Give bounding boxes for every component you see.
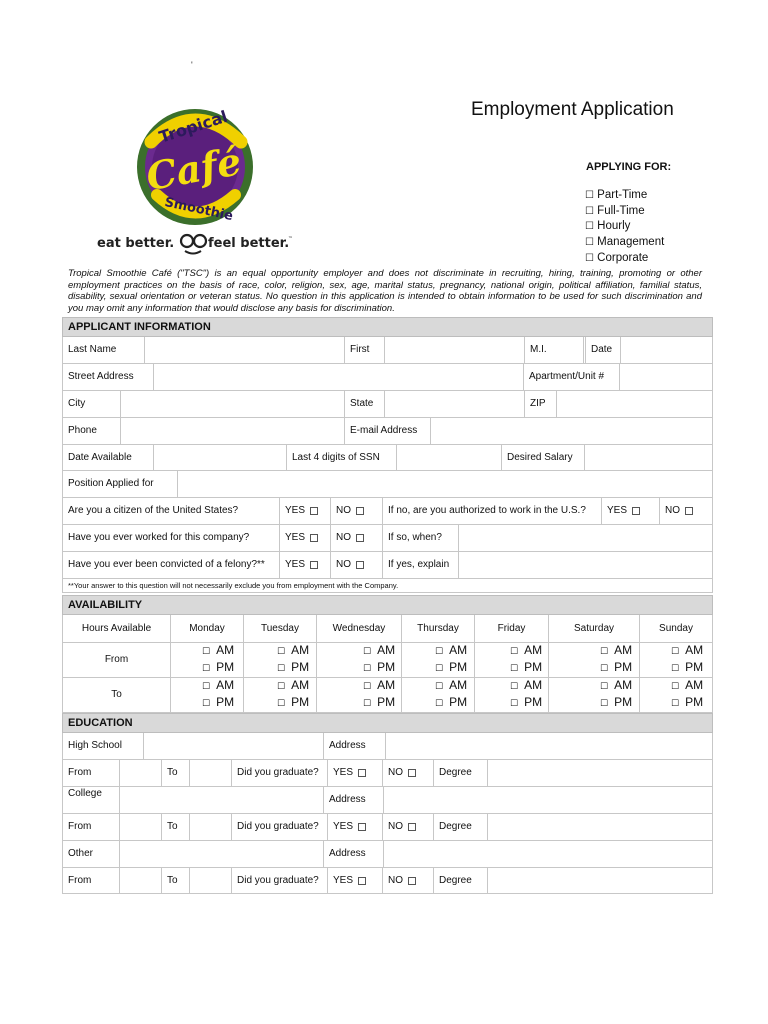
authorized-yes[interactable]: YES xyxy=(601,498,659,524)
checkbox-icon[interactable] xyxy=(358,877,366,885)
row-from-hours xyxy=(62,643,713,678)
checkbox-icon[interactable] xyxy=(310,507,318,515)
citizen-no[interactable]: NO xyxy=(330,498,382,524)
hs-from-label: From xyxy=(68,767,92,778)
other-graduate-question: Did you graduate? xyxy=(231,868,327,893)
email-field[interactable] xyxy=(430,418,712,444)
row-phone xyxy=(62,418,713,445)
smiley-glasses-icon xyxy=(181,235,206,254)
last-name-label: Last Name xyxy=(68,344,117,355)
hs-degree-label: Degree xyxy=(433,760,487,786)
applicant-info-heading: APPLICANT INFORMATION xyxy=(62,317,713,337)
city-field[interactable] xyxy=(120,391,344,417)
row-college xyxy=(62,787,713,814)
date-label: Date xyxy=(585,337,620,363)
other-label: Other xyxy=(68,848,94,859)
day-friday: Friday xyxy=(474,615,548,642)
row-to-hours xyxy=(62,678,713,713)
college-address-label: Address xyxy=(323,787,383,813)
email-label: E-mail Address xyxy=(344,418,430,444)
citizen-question: Are you a citizen of the United States? xyxy=(68,505,239,516)
checkbox-icon[interactable]: ☐ xyxy=(585,237,594,249)
college-field[interactable] xyxy=(119,787,323,813)
row-street xyxy=(62,364,713,391)
row-worked xyxy=(62,525,713,552)
row-other xyxy=(62,841,713,868)
date-field[interactable] xyxy=(620,337,712,363)
apartment-field[interactable] xyxy=(619,364,712,390)
thursday-from[interactable]: ☐ AM ☐ PM xyxy=(401,643,474,677)
checkbox-icon[interactable] xyxy=(408,823,416,831)
logo-word-tropical: Tropical xyxy=(156,106,230,147)
checkbox-icon[interactable] xyxy=(408,877,416,885)
logo-word-cafe: Café xyxy=(142,138,245,200)
position-label: Position Applied for xyxy=(68,478,154,489)
felony-footnote: **Your answer to this question will not necessarily exclude you from employment with the Company. xyxy=(62,579,713,593)
day-monday: Monday xyxy=(170,615,243,642)
college-from-label: From xyxy=(68,821,92,832)
applying-for-options xyxy=(585,188,664,267)
college-address-field[interactable] xyxy=(383,787,712,813)
day-thursday: Thursday xyxy=(401,615,474,642)
wednesday-to[interactable]: ☐ AM ☐ PM xyxy=(316,678,401,712)
checkbox-icon[interactable] xyxy=(358,823,366,831)
date-available-label: Date Available xyxy=(68,451,132,463)
checkbox-icon[interactable]: ☐ xyxy=(585,221,594,233)
tuesday-from[interactable]: ☐ AM ☐ PM xyxy=(243,643,316,677)
other-grad-no[interactable]: NO xyxy=(382,868,433,893)
hours-available-label: Hours Available xyxy=(81,622,152,634)
other-from-field[interactable] xyxy=(119,868,161,893)
college-grad-yes[interactable]: YES xyxy=(327,814,382,840)
to-label: To xyxy=(111,689,122,700)
checkbox-icon[interactable] xyxy=(310,534,318,542)
phone-field[interactable] xyxy=(120,418,344,444)
last-name-field[interactable] xyxy=(144,337,344,363)
high-school-field[interactable] xyxy=(143,733,323,759)
ssn-field[interactable] xyxy=(396,445,501,470)
applying-for-heading: APPLYING FOR: xyxy=(586,161,672,173)
row-high-school-dates xyxy=(62,760,713,787)
high-school-label: High School xyxy=(68,740,122,751)
other-degree-label: Degree xyxy=(433,868,487,893)
saturday-from[interactable]: ☐ AM ☐ PM xyxy=(548,643,639,677)
tuesday-to[interactable]: ☐ AM ☐ PM xyxy=(243,678,316,712)
college-grad-no[interactable]: NO xyxy=(382,814,433,840)
option-management[interactable]: ☐ Management xyxy=(585,236,665,249)
hs-graduate-question: Did you graduate? xyxy=(231,760,327,786)
monday-to[interactable]: ☐ AM ☐ PM xyxy=(170,678,243,712)
other-address-field[interactable] xyxy=(383,841,712,867)
tropical-smoothie-logo xyxy=(95,100,300,255)
document-title: Employment Application xyxy=(471,99,674,120)
day-tuesday: Tuesday xyxy=(243,615,316,642)
state-label: State xyxy=(344,391,384,417)
option-corporate[interactable]: ☐ Corporate xyxy=(585,251,649,264)
citizen-yes[interactable]: YES xyxy=(279,498,330,524)
thursday-to[interactable]: ☐ AM ☐ PM xyxy=(401,678,474,712)
ssn-label: Last 4 digits of SSN xyxy=(286,445,396,470)
trademark: ™ xyxy=(288,236,293,242)
wednesday-from[interactable]: ☐ AM ☐ PM xyxy=(316,643,401,677)
hs-grad-yes[interactable]: YES xyxy=(327,760,382,786)
hs-grad-no[interactable]: NO xyxy=(382,760,433,786)
worked-no[interactable]: NO xyxy=(330,525,382,551)
other-grad-yes[interactable]: YES xyxy=(327,868,382,893)
explain-label: If yes, explain xyxy=(382,552,458,578)
high-school-address-label: Address xyxy=(323,733,385,759)
felony-yes[interactable]: YES xyxy=(279,552,330,578)
college-from-field[interactable] xyxy=(119,814,161,840)
sunday-from[interactable]: ☐ AM ☐ PM xyxy=(639,643,712,677)
salary-field[interactable] xyxy=(584,445,712,470)
hs-from-field[interactable] xyxy=(119,760,161,786)
logo-word-smoothie: Smoothie xyxy=(163,195,235,225)
phone-label: Phone xyxy=(68,425,97,436)
street-field[interactable] xyxy=(153,364,523,390)
zip-label: ZIP xyxy=(524,391,556,417)
when-field[interactable] xyxy=(458,525,712,551)
first-name-field[interactable] xyxy=(384,337,524,363)
hs-degree-field[interactable] xyxy=(487,760,712,786)
checkbox-icon[interactable] xyxy=(310,561,318,569)
date-available-field[interactable] xyxy=(153,445,286,470)
availability-heading: AVAILABILITY xyxy=(62,595,713,615)
other-address-label: Address xyxy=(323,841,383,867)
zip-field[interactable] xyxy=(556,391,712,417)
option-hourly[interactable]: ☐ Hourly xyxy=(585,220,631,233)
position-field[interactable] xyxy=(177,471,712,497)
friday-from[interactable]: ☐ AM ☐ PM xyxy=(474,643,548,677)
college-degree-label: Degree xyxy=(433,814,487,840)
felony-question: Have you ever been convicted of a felony?** xyxy=(68,559,265,570)
explain-field[interactable] xyxy=(458,552,712,578)
saturday-to[interactable]: ☐ AM ☐ PM xyxy=(548,678,639,712)
checkbox-icon[interactable]: ☐ xyxy=(585,252,594,264)
row-other-dates xyxy=(62,868,713,894)
sunday-to[interactable]: ☐ AM ☐ PM xyxy=(639,678,712,712)
checkbox-icon[interactable]: ☐ xyxy=(585,190,594,201)
row-availability-info xyxy=(62,445,713,471)
checkbox-icon[interactable] xyxy=(356,561,364,569)
college-graduate-question: Did you graduate? xyxy=(231,814,327,840)
row-name xyxy=(62,337,713,364)
when-label: If so, when? xyxy=(382,525,458,551)
tagline-right: feel better. xyxy=(208,236,290,251)
high-school-address-field[interactable] xyxy=(385,733,712,759)
option-part-time[interactable]: ☐ Part-Time xyxy=(585,189,648,201)
checkbox-icon[interactable] xyxy=(358,769,366,777)
mi-label: M.I. xyxy=(524,337,583,363)
hs-to-label: To xyxy=(161,760,189,786)
other-to-field[interactable] xyxy=(189,868,231,893)
day-sunday: Sunday xyxy=(639,615,712,642)
friday-to[interactable]: ☐ AM ☐ PM xyxy=(474,678,548,712)
day-wednesday: Wednesday xyxy=(316,615,401,642)
authorized-question: If no, are you authorized to work in the U.S.? xyxy=(382,498,601,524)
option-full-time[interactable]: ☐ Full-Time xyxy=(585,204,645,217)
row-position xyxy=(62,471,713,498)
tagline-left: eat better. xyxy=(97,236,175,251)
city-label: City xyxy=(68,398,86,409)
education-heading: EDUCATION xyxy=(62,713,713,733)
checkbox-icon[interactable] xyxy=(356,507,364,515)
from-label: From xyxy=(104,654,129,665)
college-label: College xyxy=(68,788,102,799)
apartment-label: Apartment/Unit # xyxy=(523,364,619,390)
college-degree-field[interactable] xyxy=(487,814,712,840)
authorized-no[interactable]: NO xyxy=(659,498,712,524)
worked-yes[interactable]: YES xyxy=(279,525,330,551)
college-to-label: To xyxy=(161,814,189,840)
other-field[interactable] xyxy=(119,841,323,867)
day-saturday: Saturday xyxy=(548,615,639,642)
checkbox-icon[interactable] xyxy=(408,769,416,777)
other-to-label: To xyxy=(161,868,189,893)
checkbox-icon[interactable] xyxy=(685,507,693,515)
college-to-field[interactable] xyxy=(189,814,231,840)
state-field[interactable] xyxy=(384,391,524,417)
row-high-school xyxy=(62,733,713,760)
checkbox-icon[interactable]: ☐ xyxy=(585,205,594,217)
first-name-label: First xyxy=(344,337,384,363)
equal-opportunity-notice: Tropical Smoothie Café ("TSC") is an equal opportunity employer and does not discriminate in recruiting, hiring, training, promoting or other employment practices on the basis of race, color, religion, sex, age, marital status, pregnancy, national origin, political affiliation, familial status, disability, sexual orientation or veteran status. No question in this application is intended to obtain information to be used for such discrimination and you may omit any information that would disclose any basis for discrimination. xyxy=(68,268,702,314)
other-degree-field[interactable] xyxy=(487,868,712,893)
checkbox-icon[interactable] xyxy=(632,507,640,515)
row-days xyxy=(62,615,713,643)
row-college-dates xyxy=(62,814,713,841)
street-label: Street Address xyxy=(68,371,134,382)
worked-question: Have you ever worked for this company? xyxy=(68,532,250,543)
checkbox-icon[interactable] xyxy=(356,534,364,542)
other-from-label: From xyxy=(68,874,92,886)
salary-label: Desired Salary xyxy=(501,445,584,470)
felony-no[interactable]: NO xyxy=(330,552,382,578)
monday-from[interactable]: ☐ AM ☐ PM xyxy=(170,643,243,677)
stray-mark: ' xyxy=(191,60,193,70)
row-felony xyxy=(62,552,713,579)
row-citizen xyxy=(62,498,713,525)
row-city xyxy=(62,391,713,418)
hs-to-field[interactable] xyxy=(189,760,231,786)
